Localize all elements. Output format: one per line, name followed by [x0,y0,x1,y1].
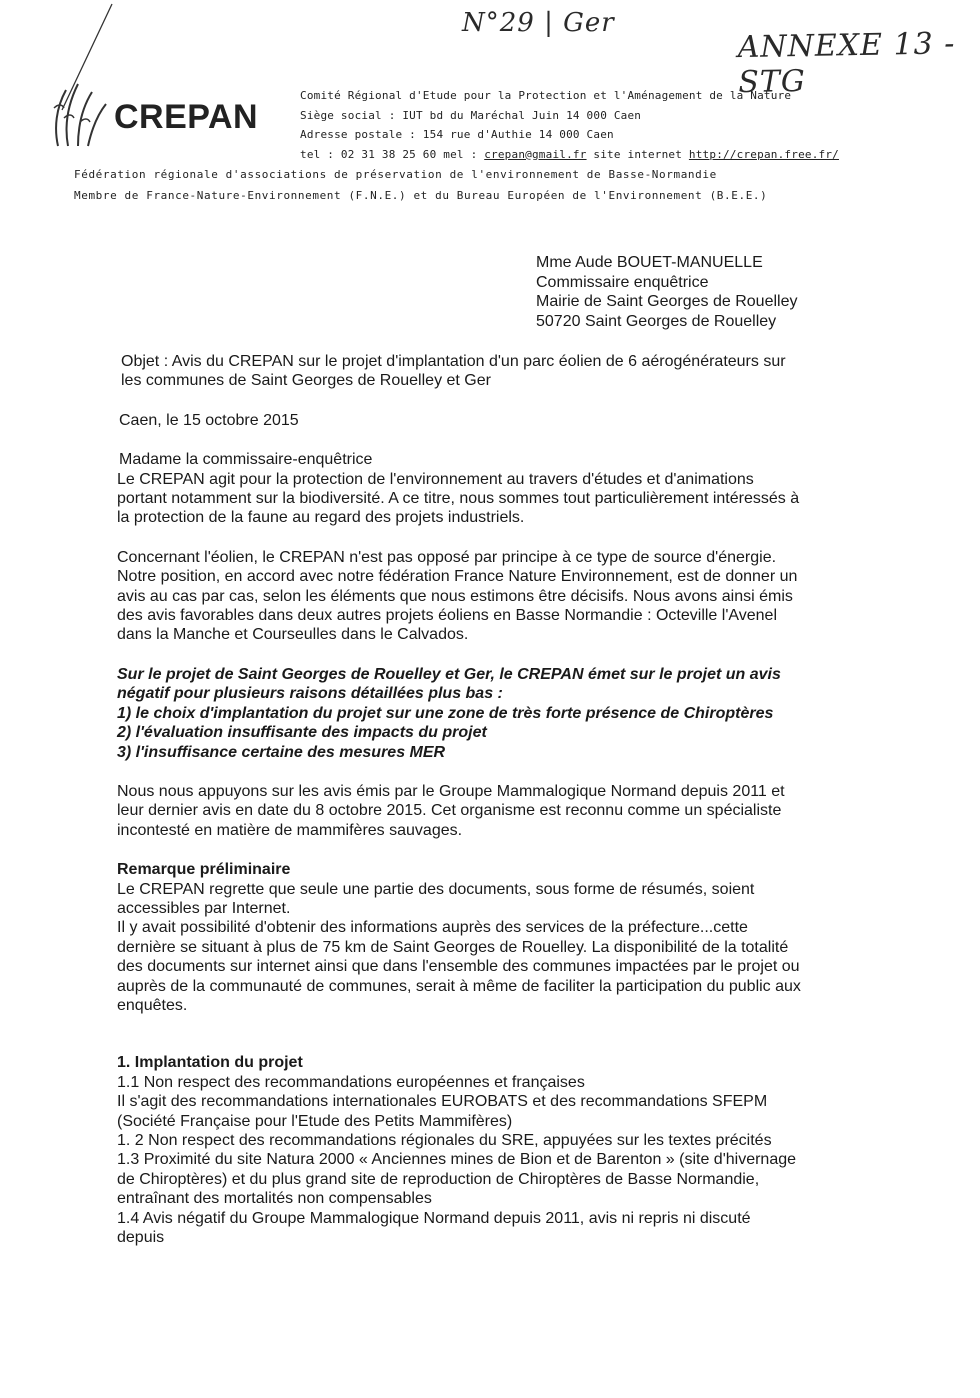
addressee-block [536,253,797,331]
addressee-role: Commissaire enquêtrice [536,273,709,291]
text-line: entraînant des mortalités non compensables [117,1190,432,1208]
text-line: Il y avait possibilité d'obtenir des informations auprès des services de la préfecture...cette [117,919,748,937]
text-line: la protection de la faune au regard des projets industriels. [117,509,525,527]
text-line: Sur le projet de Saint Georges de Rouelley et Ger, le CREPAN émet sur le projet un avis [117,665,781,683]
site-label: site internet [586,147,689,161]
text-line: 1. 2 Non respect des recommandations régionales du SRE, appuyées sur les textes précités [117,1132,772,1149]
letterhead-line: Comité Régional d'Etude pour la Protection et l'Aménagement de la Nature [300,89,792,102]
paragraph-eolien [117,548,897,645]
text-line: Le CREPAN agit pour la protection de l'environnement au travers d'études et d'animations [117,470,754,488]
letter-date: Caen, le 15 octobre 2015 [119,411,299,429]
website-link[interactable]: http://crepan.free.fr/ [688,147,840,161]
section-heading: 1. Implantation du projet [117,1054,303,1072]
text-line: (Société Française pour l'Etude des Petits Mammifères) [117,1112,513,1130]
paragraph-intro [117,470,897,528]
federation-line: Fédération régionale d'associations de préservation de l'environnement de Basse-Normandie [74,168,717,181]
text-line: de Chiroptères) et du plus grand site de reproduction de Chiroptères de Basse Normandie, [117,1170,760,1188]
text-line: 1.3 Proximité du site Natura 2000 « Anciennes mines de Bion et de Barenton » (site d'hivernage [117,1151,797,1169]
letter-body [117,352,897,1247]
text-line: des avis favorables dans deux autres projets éoliens en Basse Normandie : Octeville l'Avenel [117,607,778,625]
object-line [117,352,897,391]
letterhead-line: Adresse postale : 154 rue d'Authie 14 000 Caen [300,128,614,141]
letterhead-line: Siège social : IUT bd du Maréchal Juin 14 000 Caen [300,108,642,122]
text-line: Il s'agit des recommandations internationales EUROBATS et des recommandations SFEPM [117,1093,768,1111]
text-line: accessibles par Internet. [117,899,291,917]
text-line: les communes de Saint Georges de Rouelley et Ger [121,372,491,390]
addressee-org: Mairie de Saint Georges de Rouelley [536,293,798,310]
email-link[interactable]: crepan@gmail.fr [484,147,587,161]
text-line: dernière se situant à plus de 75 km de Saint Georges de Rouelley. La disponibilité de la totalité [117,938,789,956]
text-line: Nous nous appuyons sur les avis émis par le Groupe Mammalogique Normand depuis 2011 et [117,782,785,800]
letterhead-contact [300,145,900,165]
text-line: Objet : Avis du CREPAN sur le projet d'implantation d'un parc éolien de 6 aérogénérateurs sur [121,353,786,370]
handwritten-reference: N°29 | Ger [462,8,615,38]
remarque-section [117,860,897,1015]
handwritten-annexe: ANNEXE 13 - STG [737,26,956,101]
addressee-name: Mme Aude BOUET-MANUELLE [536,254,763,271]
text-line: portant notamment sur la biodiversité. A ce titre, nous sommes tout particulièrement intéressés à [117,490,800,508]
addressee-city: 50720 Saint Georges de Rouelley [536,312,777,330]
text-line: enquêtes. [117,996,188,1014]
text-line: incontesté en matière de mammifères sauvages. [117,821,463,839]
avis-negatif-block [117,665,897,762]
implantation-section [117,1053,897,1247]
text-line: depuis [117,1229,165,1247]
federation-line: Membre de France-Nature-Environnement (F.N.E.) et du Bureau Européen de l'Environnement (B.E.E.) [74,189,768,202]
text-line: 1.1 Non respect des recommandations européennes et françaises [117,1073,585,1091]
text-line: Concernant l'éolien, le CREPAN n'est pas opposé par principe à ce type de source d'énergie. [117,548,777,566]
federation-block [74,164,954,206]
reason-item: 3) l'insuffisance certaine des mesures MER [117,743,446,761]
text-line: négatif pour plusieurs raisons détaillées plus bas : [117,685,503,703]
text-line: des documents sur internet ainsi que dans l'ensemble des communes impactées par le projet ou [117,958,800,976]
phone-text: tel : 02 31 38 25 60 mel : [300,147,485,161]
grass-leaf-icon [48,78,112,148]
reason-item: 1) le choix d'implantation du projet sur une zone de très forte présence de Chiroptères [117,704,774,722]
text-line: Notre position, en accord avec notre fédération France Nature Environnement, est de donner un [117,568,798,586]
text-line: auprès de la communauté de communes, serait à même de faciliter la participation du public aux [117,977,801,995]
text-line: 1.4 Avis négatif du Groupe Mammalogique Normand depuis 2011, avis ni repris ni discuté [117,1209,751,1227]
paragraph-gmn [117,782,897,840]
text-line: avis au cas par cas, selon les éléments que nous estimons être décisifs. Nous avons ainsi émis [117,587,793,605]
text-line: Le CREPAN regrette que seule une partie des documents, sous forme de résumés, soient [117,880,755,898]
crepan-logo [48,78,288,148]
logo-wordmark: CREPAN [114,98,259,136]
text-line: dans la Manche et Courseulles dans le Calvados. [117,626,469,644]
salutation: Madame la commissaire-enquêtrice [119,451,373,469]
letterhead [300,86,900,164]
text-line: leur dernier avis en date du 8 octobre 2015. Cet organisme est reconnu comme un spécialiste [117,802,782,820]
reason-item: 2) l'évaluation insuffisante des impacts du projet [117,724,487,742]
section-heading: Remarque préliminaire [117,861,291,879]
